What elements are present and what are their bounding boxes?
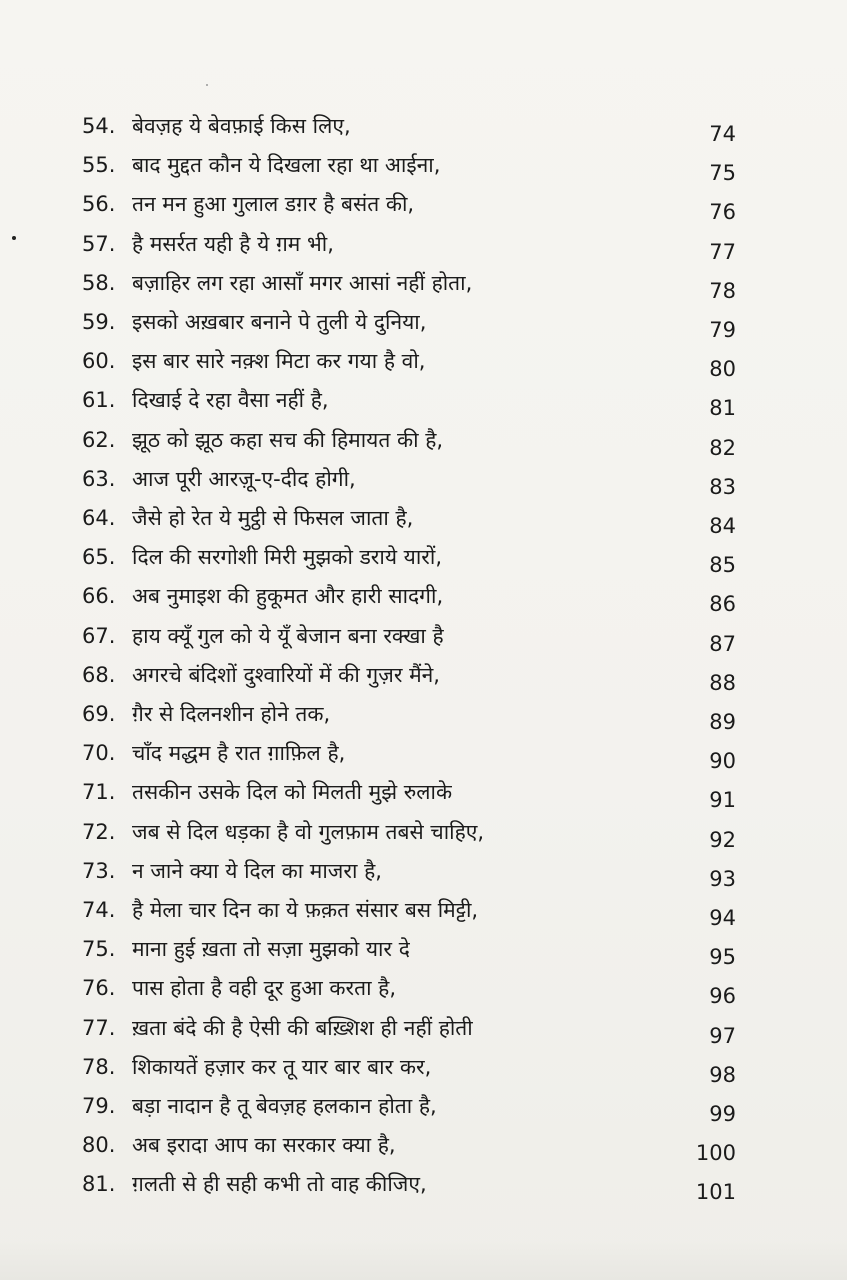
toc-entry (0, 696, 847, 736)
toc-entry (0, 892, 847, 932)
toc-entry-page-number: 84 (709, 514, 736, 538)
toc-entry (0, 1049, 847, 1089)
toc-entry (0, 1166, 847, 1206)
toc-entry-title: झूठ को झूठ कहा सच की हिमायत की है, (132, 428, 444, 452)
toc-entry-title: तसकीन उसके दिल को मिलती मुझे रुलाके (132, 780, 453, 804)
toc-entry-page-number: 93 (709, 867, 736, 891)
toc-entry (0, 422, 847, 462)
toc-entry-page-number: 75 (709, 161, 736, 185)
toc-entry-number: 62. (82, 428, 116, 452)
toc-entry-number: 69. (82, 702, 116, 726)
toc-entry-title: चाँद मद्धम है रात ग़ाफ़िल है, (132, 741, 346, 765)
toc-entry (0, 1088, 847, 1128)
toc-entry (0, 1010, 847, 1050)
toc-entry-number: 72. (82, 820, 116, 844)
toc-entry-number: 56. (82, 192, 116, 216)
toc-entry (0, 382, 847, 422)
toc-entry-page-number: 89 (709, 710, 736, 734)
toc-entry-page-number: 97 (709, 1024, 736, 1048)
toc-entry-page-number: 99 (709, 1102, 736, 1126)
toc-entry-number: 74. (82, 898, 116, 922)
toc-entry-number: 55. (82, 153, 116, 177)
toc-entry (0, 147, 847, 187)
toc-entry-page-number: 78 (709, 279, 736, 303)
toc-entry-title: ख़ता बंदे की है ऐसी की बख़्शिश ही नहीं होती (132, 1016, 473, 1040)
toc-entry-page-number: 96 (709, 984, 736, 1008)
toc-entry (0, 226, 847, 266)
toc-entry (0, 814, 847, 854)
toc-entry-number: 59. (82, 310, 116, 334)
toc-entry-number: 73. (82, 859, 116, 883)
toc-entry-title: पास होता है वही दूर हुआ करता है, (132, 976, 397, 1000)
toc-entry-page-number: 87 (709, 632, 736, 656)
toc-entry (0, 539, 847, 579)
toc-entry-page-number: 82 (709, 436, 736, 460)
toc-entry-page-number: 91 (709, 788, 736, 812)
toc-entry (0, 735, 847, 775)
toc-entry-number: 54. (82, 114, 116, 138)
toc-entry-page-number: 98 (709, 1063, 736, 1087)
toc-entry-title: अब इरादा आप का सरकार क्या है, (132, 1133, 396, 1157)
toc-entry-page-number: 90 (709, 749, 736, 773)
toc-entry-number: 77. (82, 1016, 116, 1040)
toc-entry-title: हाय क्यूँ गुल को ये यूँ बेजान बना रक्खा है (132, 624, 444, 648)
toc-entry-page-number: 83 (709, 475, 736, 499)
toc-entry-number: 64. (82, 506, 116, 530)
toc-entry-number: 65. (82, 545, 116, 569)
toc-entry-page-number: 88 (709, 671, 736, 695)
toc-entry (0, 618, 847, 658)
toc-entry-title: शिकायतें हज़ार कर तू यार बार बार कर, (132, 1055, 432, 1079)
toc-entry-page-number: 79 (709, 318, 736, 342)
toc-entry-number: 63. (82, 467, 116, 491)
toc-entry-title: ग़लती से ही सही कभी तो वाह कीजिए, (132, 1172, 427, 1196)
toc-entry-title: अगरचे बंदिशों दुश्वारियों में की गुज़र मैंने, (132, 663, 440, 687)
toc-entry-number: 81. (82, 1172, 116, 1196)
toc-entry-page-number: 80 (709, 357, 736, 381)
toc-entry-page-number: 86 (709, 592, 736, 616)
toc-entry-title: जैसे हो रेत ये मुट्ठी से फिसल जाता है, (132, 506, 414, 530)
toc-entry-title: न जाने क्या ये दिल का माजरा है, (132, 859, 382, 883)
toc-entry-page-number: 76 (709, 200, 736, 224)
toc-entry-page-number: 92 (709, 828, 736, 852)
toc-entry-title: आज पूरी आरज़ू-ए-दीद होगी, (132, 467, 356, 491)
page-bottom-shadow (0, 1240, 847, 1280)
toc-entry-number: 61. (82, 388, 116, 412)
toc-entry-page-number: 81 (709, 396, 736, 420)
toc-entry-title: है मसर्रत यही है ये ग़म भी, (132, 232, 334, 256)
toc-entry-title: अब नुमाइश की हुकूमत और हारी सादगी, (132, 584, 444, 608)
toc-entry (0, 657, 847, 697)
toc-entry-number: 58. (82, 271, 116, 295)
toc-entry-title: दिल की सरगोशी मिरी मुझको डराये यारों, (132, 545, 443, 569)
toc-entry-title: इस बार सारे नक़्श मिटा कर गया है वो, (132, 349, 426, 373)
toc-entry-title: बाद मुद्दत कौन ये दिखला रहा था आईना, (132, 153, 441, 177)
toc-entry-page-number: 95 (709, 945, 736, 969)
toc-entry-page-number: 100 (695, 1141, 736, 1165)
toc-entry-title: बेवज़ह ये बेवफ़ाई किस लिए, (132, 114, 351, 138)
toc-entry-number: 68. (82, 663, 116, 687)
toc-entry-title: जब से दिल धड़का है वो गुलफ़ाम तबसे चाहिए, (132, 820, 485, 844)
toc-entry-number: 66. (82, 584, 116, 608)
toc-entry-number: 79. (82, 1094, 116, 1118)
toc-entry-title: बज़ाहिर लग रहा आसाँ मगर आसां नहीं होता, (132, 271, 473, 295)
toc-entry-number: 57. (82, 232, 116, 256)
toc-entry-number: 75. (82, 937, 116, 961)
toc-entry (0, 343, 847, 383)
toc-entry-number: 78. (82, 1055, 116, 1079)
toc-entry-title: तन मन हुआ गुलाल डग़र है बसंत की, (132, 192, 415, 216)
toc-entry-page-number: 85 (709, 553, 736, 577)
toc-entry-number: 76. (82, 976, 116, 1000)
toc-entry-title: दिखाई दे रहा वैसा नहीं है, (132, 388, 329, 412)
toc-entry-title: इसको अख़बार बनाने पे तुली ये दुनिया, (132, 310, 427, 334)
toc-entry-number: 70. (82, 741, 116, 765)
toc-entry (0, 500, 847, 540)
toc-entry-number: 71. (82, 780, 116, 804)
toc-entry-page-number: 101 (695, 1180, 736, 1204)
toc-entry (0, 461, 847, 501)
toc-entry-title: ग़ैर से दिलनशीन होने तक, (132, 702, 331, 726)
toc-entry-number: 60. (82, 349, 116, 373)
toc-entry-page-number: 94 (709, 906, 736, 930)
toc-entry-title: माना हुई ख़ता तो सज़ा मुझको यार दे (132, 937, 410, 961)
toc-entry (0, 304, 847, 344)
toc-entry-page-number: 77 (709, 240, 736, 264)
toc-entry (0, 265, 847, 305)
toc-entry (0, 931, 847, 971)
toc-entry (0, 578, 847, 618)
toc-entry-title: है मेला चार दिन का ये फ़क़त संसार बस मिट्टी, (132, 898, 479, 922)
toc-entry (0, 108, 847, 148)
toc-entry (0, 186, 847, 226)
toc-entry-title: बड़ा नादान है तू बेवज़ह हलकान होता है, (132, 1094, 437, 1118)
toc-entry (0, 853, 847, 893)
toc-entry-page-number: 74 (709, 122, 736, 146)
toc-entry-number: 80. (82, 1133, 116, 1157)
toc-entry-number: 67. (82, 624, 116, 648)
toc-entry (0, 970, 847, 1010)
toc-entry (0, 1127, 847, 1167)
toc-entry (0, 774, 847, 814)
